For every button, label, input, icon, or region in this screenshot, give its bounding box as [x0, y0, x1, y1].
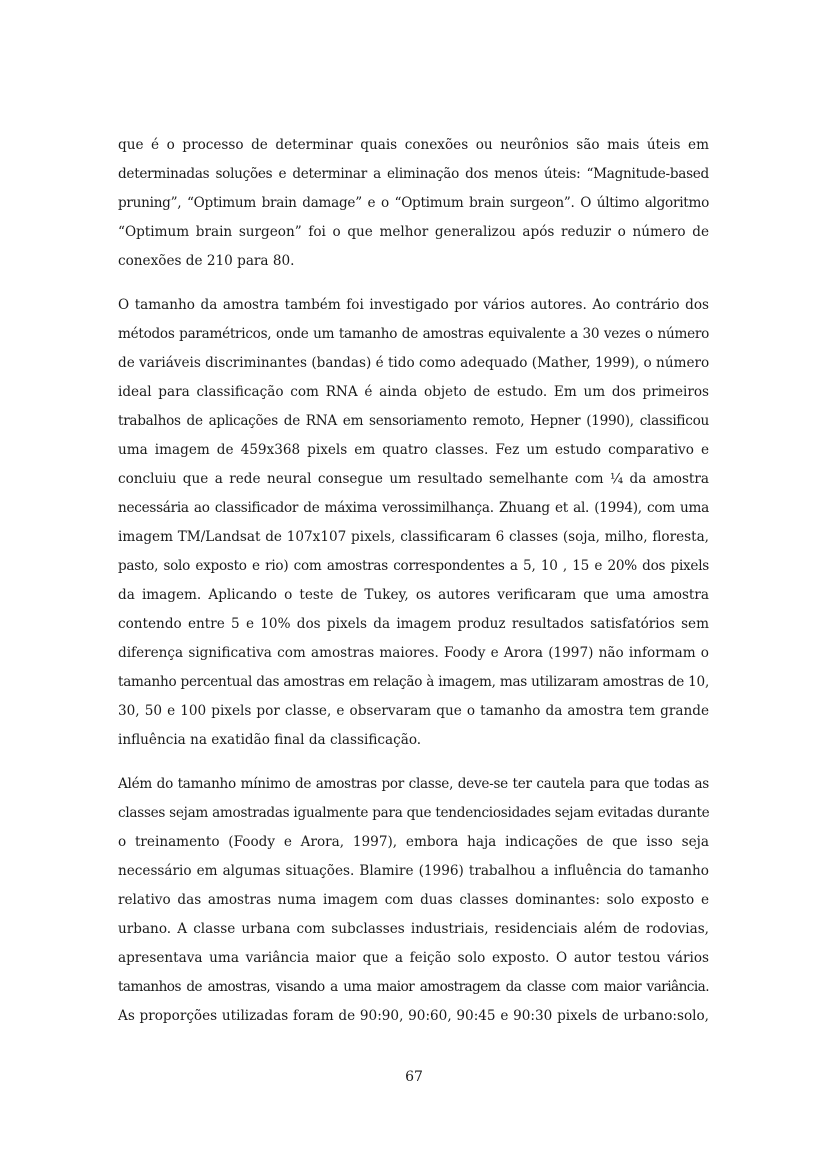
text-line: o treinamento (Foody e Arora, 1997), embora haja indicações de que isso seja: [118, 834, 709, 850]
text-line: necessário em algumas situações. Blamire (1996) trabalhou a influência do tamanho: [118, 863, 709, 879]
text-line: pruning”, “Optimum brain damage” e o “Optimum brain surgeon”. O último algoritmo: [118, 195, 709, 211]
text-line: tamanho percentual das amostras em relação à imagem, mas utilizaram amostras de 10,: [118, 674, 709, 690]
text-line: relativo das amostras numa imagem com duas classes dominantes: solo exposto e: [118, 892, 709, 908]
text-line: contendo entre 5 e 10% dos pixels da imagem produz resultados satisfatórios sem: [118, 616, 709, 632]
text-line: tamanhos de amostras, visando a uma maior amostragem da classe com maior variância.: [118, 979, 709, 995]
text-line: ideal para classificação com RNA é ainda objeto de estudo. Em um dos primeiros: [118, 384, 709, 400]
text-line: da imagem. Aplicando o teste de Tukey, os autores verificaram que uma amostra: [118, 587, 709, 603]
text-line: classes sejam amostradas igualmente para que tendenciosidades sejam evitadas durante: [118, 805, 710, 821]
text-line: trabalhos de aplicações de RNA em sensoriamento remoto, Hepner (1990), classificou: [118, 413, 709, 429]
text-line: urbano. A classe urbana com subclasses industriais, residenciais além de rodovias,: [118, 921, 709, 937]
text-line: As proporções utilizadas foram de 90:90, 90:60, 90:45 e 90:30 pixels de urbano:solo,: [118, 1008, 709, 1024]
text-line: métodos paramétricos, onde um tamanho de amostras equivalente a 30 vezes o número: [118, 326, 709, 342]
paragraph-sample-size: [118, 291, 709, 755]
text-line: O tamanho da amostra também foi investigado por vários autores. Ao contrário dos: [118, 297, 709, 313]
text-line: uma imagem de 459x368 pixels em quatro classes. Fez um estudo comparativo e: [118, 442, 709, 458]
text-line: conexões de 210 para 80.: [118, 253, 295, 269]
text-line: “Optimum brain surgeon” foi o que melhor generalizou após reduzir o número de: [118, 224, 709, 240]
text-line: determinadas soluções e determinar a eliminação dos menos úteis: “Magnitude-based: [118, 166, 709, 182]
text-line: pasto, solo exposto e rio) com amostras correspondentes a 5, 10 , 15 e 20% dos pixels: [118, 558, 709, 574]
paragraph-pruning: [118, 131, 709, 276]
text-line: apresentava uma variância maior que a feição solo exposto. O autor testou vários: [118, 950, 709, 966]
text-line: influência na exatidão final da classificação.: [118, 732, 422, 748]
text-line: concluiu que a rede neural consegue um resultado semelhante com ¼ da amostra: [118, 471, 709, 487]
text-line: necessária ao classificador de máxima verossimilhança. Zhuang et al. (1994), com uma: [118, 500, 709, 516]
text-line: Além do tamanho mínimo de amostras por classe, deve-se ter cautela para que todas as: [118, 776, 709, 792]
text-line: diferença significativa com amostras maiores. Foody e Arora (1997) não informam o: [118, 645, 709, 661]
page-number: 67: [405, 1069, 423, 1085]
text-line: de variáveis discriminantes (bandas) é tido como adequado (Mather, 1999), o número: [118, 355, 710, 371]
text-line: imagem TM/Landsat de 107x107 pixels, classificaram 6 classes (soja, milho, floresta,: [118, 529, 709, 545]
text-line: que é o processo de determinar quais conexões ou neurônios são mais úteis em: [118, 137, 709, 153]
text-line: 30, 50 e 100 pixels por classe, e observaram que o tamanho da amostra tem grande: [118, 703, 709, 719]
paragraph-class-balance: [118, 770, 709, 1031]
